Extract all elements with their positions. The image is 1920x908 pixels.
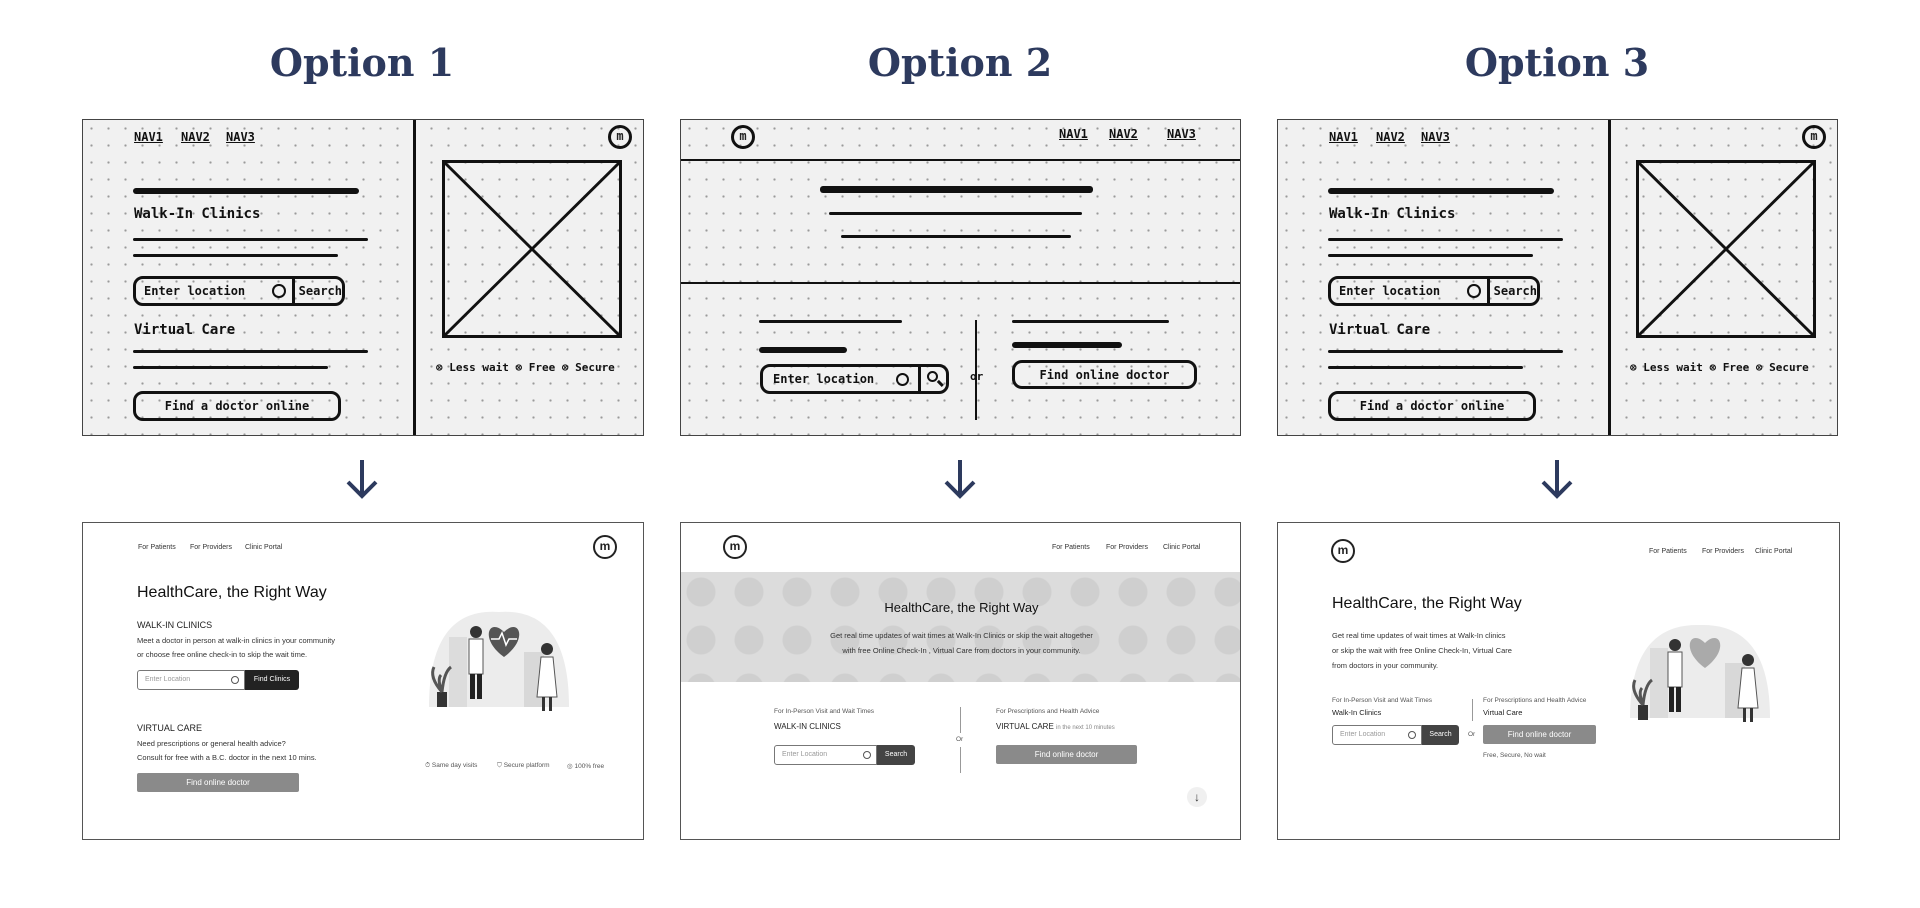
nav-clinic-portal[interactable]: Clinic Portal [1755,548,1793,555]
free-icon: ◎ [567,763,575,770]
sketch-text-line [133,350,368,353]
mockup-option-2 [680,522,1241,840]
hero-description: Get real time updates of wait times at Walk-In clinics or skip the wait with free Online Check-In, Virtual Care from doctors in your community. [1332,631,1512,670]
sketch-nav-1: NAV1 [134,130,163,144]
sketch-text-line [1328,238,1563,241]
sketch-divider [681,159,1241,161]
walkin-description: Meet a doctor in person at walk-in clinics in your community or choose free online check-in to skip the wait time. [137,636,335,659]
sketch-virtual-label: Virtual Care [134,322,236,338]
sketch-nav-2: NAV2 [1376,130,1405,144]
target-icon [231,676,239,684]
option-1-title: Option 1 [269,40,455,85]
nav-for-patients[interactable]: For Patients [138,544,176,551]
clock-icon: ⏱ [425,762,432,769]
arrow-down-icon [1537,458,1577,500]
search-icon[interactable] [918,367,946,391]
sketch-divider [1608,120,1611,436]
sketch-input-label: Enter location [1339,284,1441,298]
logo-icon[interactable]: m [723,535,747,559]
sketch-location-input[interactable] [1328,276,1540,306]
sketch-title-line [1328,188,1554,194]
sketch-find-doctor-label: Find online doctor [1039,367,1170,382]
sketch-text-line [1328,254,1533,257]
nav-for-providers[interactable]: For Providers [1106,544,1149,551]
option-2-title: Option 2 [867,40,1053,85]
nav-for-patients[interactable]: For Patients [1052,544,1090,551]
scroll-down-icon[interactable]: ↓ [1187,787,1207,807]
divider [1472,699,1473,721]
logo-icon[interactable]: m [593,535,617,559]
sketch-option-3 [1277,119,1838,436]
arrow-down-icon [342,458,382,500]
sketch-title-line [820,186,1093,193]
virtual-heading: VIRTUAL CARE [137,723,203,733]
sketch-divider [413,120,416,436]
or-label: Or [1468,731,1476,738]
sketch-nav-2: NAV2 [181,130,210,144]
walkin-label: For In-Person Visit and Wait Times [774,708,875,715]
search-button[interactable]: Search [1422,725,1459,745]
walkin-heading: WALK-IN CLINICS [774,722,841,731]
target-icon [896,373,909,386]
sketch-text-line [1328,350,1563,353]
find-clinics-button[interactable]: Find Clinics [245,670,299,690]
sketch-option-1 [82,119,644,436]
sketch-find-doctor-label: Find a doctor online [164,399,310,413]
sketch-nav-1: NAV1 [1329,130,1358,144]
feature-free: ◎ 100% free [567,763,605,770]
page-title: HealthCare, the Right Way [1332,595,1522,612]
target-icon [863,751,871,759]
target-icon [272,284,286,298]
sketch-text-line [1328,366,1523,369]
sketch-nav-3: NAV3 [226,130,255,144]
sketch-text-line [133,238,368,241]
sketch-location-input[interactable] [133,276,345,306]
sketch-walkin-label: Walk-In Clinics [1329,206,1456,222]
page-title: HealthCare, the Right Way [884,600,1039,615]
sketch-search-button[interactable]: Search [292,279,342,303]
sketch-title-line [133,188,359,194]
sketch-text-line [841,235,1071,238]
sketch-divider [681,282,1241,284]
virtual-description: Need prescriptions or general health advice? Consult for free with a B.C. doctor in the next 10 mins. [137,739,317,762]
image-placeholder-icon [1636,160,1816,338]
sketch-or-label: or [970,370,984,383]
sketch-text-line [759,347,847,353]
mockup-option-1 [82,522,644,840]
sketch-nav-3: NAV3 [1421,130,1450,144]
sketch-search-button[interactable]: Search [1487,279,1537,303]
sketch-input-label: Enter location [773,372,875,386]
page-title: HealthCare, the Right Way [137,584,327,601]
sketch-find-doctor-button[interactable] [1012,360,1197,389]
sketch-find-doctor-label: Find a doctor online [1359,399,1505,413]
sketch-find-doctor-button[interactable] [133,391,341,421]
virtual-heading: VIRTUAL CARE in the next 10 minutes [996,722,1115,731]
sketch-option-2 [680,119,1241,436]
sketch-nav-1: NAV1 [1059,127,1088,141]
option-3-title: Option 3 [1464,40,1650,85]
doctor-illustration-icon [1620,613,1780,738]
find-online-doctor-button[interactable]: Find online doctor [1483,725,1596,744]
sketch-benefits: ⊗ Less wait ⊗ Free ⊗ Secure [436,361,615,374]
sketch-benefits: ⊗ Less wait ⊗ Free ⊗ Secure [1630,361,1809,374]
shield-icon: ⛉ [497,762,504,769]
logo-icon: m [608,125,632,149]
sketch-walkin-label: Walk-In Clinics [134,206,261,222]
walkin-heading: Walk-In Clinics [1332,708,1382,717]
feature-same-day: ⏱ Same day visits [425,762,478,769]
sketch-text-line [133,366,328,369]
doctor-illustration-icon [419,597,579,727]
sketch-find-doctor-button[interactable] [1328,391,1536,421]
virtual-label: For Prescriptions and Health Advice [996,708,1100,715]
nav-for-patients[interactable]: For Patients [1649,548,1687,555]
find-online-doctor-button[interactable]: Find online doctor [996,745,1137,764]
location-input[interactable]: Enter Location [1332,725,1422,745]
feature-secure: ⛉ Secure platform [497,762,550,769]
nav-clinic-portal[interactable]: Clinic Portal [1163,544,1201,551]
virtual-label: For Prescriptions and Health Advice [1483,697,1587,704]
tagline: Free, Secure, No wait [1483,752,1546,759]
sketch-text-line [1012,320,1169,323]
sketch-text-line [829,212,1082,215]
divider [960,707,961,733]
nav-for-providers[interactable]: For Providers [1702,548,1745,555]
hero-banner [681,572,1241,682]
sketch-text-line [759,320,902,323]
sketch-nav-3: NAV3 [1167,127,1196,141]
logo-icon: m [1802,125,1826,149]
search-button[interactable]: Search [877,745,915,765]
nav-clinic-portal[interactable]: Clinic Portal [245,544,283,551]
sketch-location-input[interactable] [760,364,949,394]
target-icon [1467,284,1481,298]
hero-description: Get real time updates of wait times at Walk-In Clinics or skip the wait altogether with free Online Check-In , Virtual Care from doctors in your community. [830,631,1093,655]
sketch-nav-2: NAV2 [1109,127,1138,141]
location-input[interactable]: Enter Location [774,745,877,765]
sketch-text-line [1012,342,1122,348]
or-label: Or [956,736,964,743]
walkin-heading: WALK-IN CLINICS [137,620,213,630]
mockup-option-3 [1277,522,1840,840]
sketch-virtual-label: Virtual Care [1329,322,1431,338]
nav-for-providers[interactable]: For Providers [190,544,233,551]
arrow-down-icon [940,458,980,500]
image-placeholder-icon [442,160,622,338]
logo-icon[interactable]: m [1331,539,1355,563]
virtual-heading: Virtual Care [1483,708,1523,717]
walkin-label: For In-Person Visit and Wait Times [1332,697,1433,704]
find-online-doctor-button[interactable]: Find online doctor [137,773,299,792]
target-icon [1408,731,1416,739]
sketch-text-line [133,254,338,257]
location-input[interactable]: Enter Location [137,670,245,690]
logo-icon: m [731,125,755,149]
divider [960,747,961,773]
sketch-input-label: Enter location [144,284,246,298]
